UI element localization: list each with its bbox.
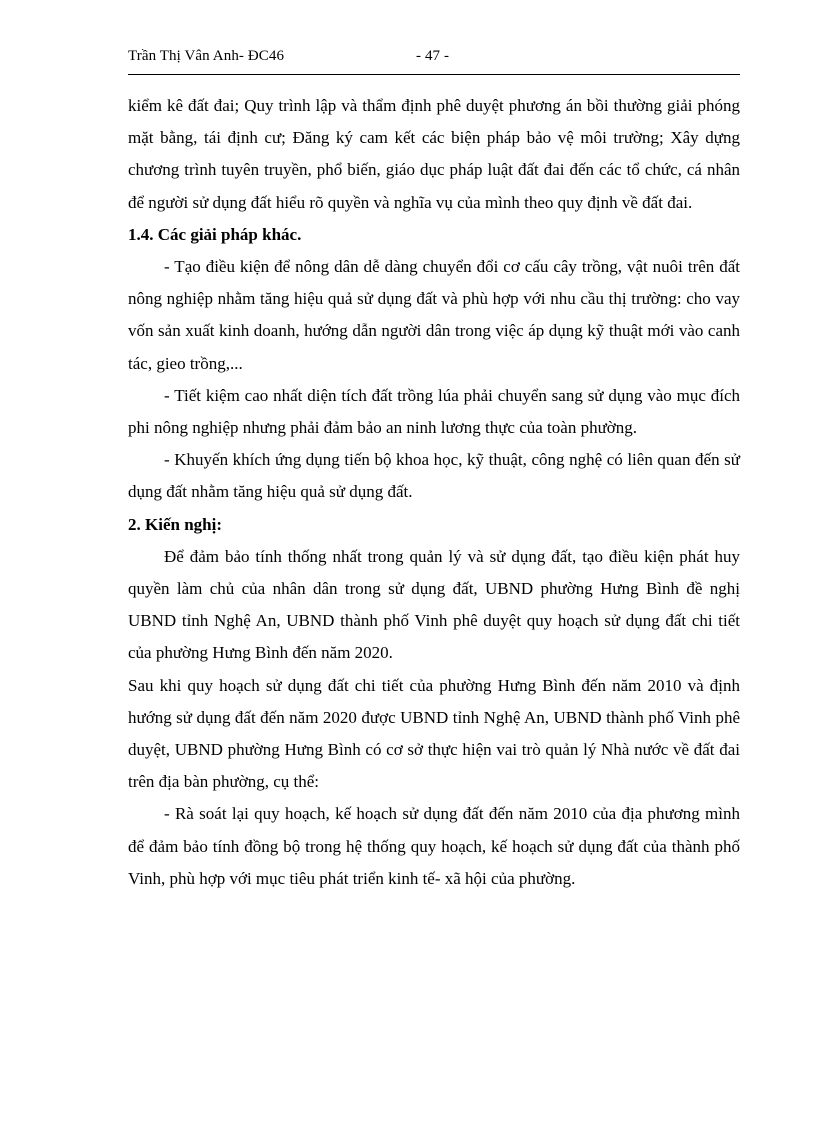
paragraph-recommendation: Để đảm bảo tính thống nhất trong quản lý và sử dụng đất, tạo điều kiện phát huy quyền làm chủ của nhân dân trong sử dụng đất, UBND phường Hưng Bình đề nghị UBND tỉnh Nghệ An, UBND thành phố Vinh phê duyệt quy hoạch sử dụng đất chi tiết của phường Hưng Bình đến năm 2020.	[128, 546, 740, 663]
document-body	[128, 90, 740, 895]
header-author: Trần Thị Vân Anh- ĐC46	[128, 48, 285, 64]
paragraph-bullet-rice-land: - Tiết kiệm cao nhất diện tích đất trồng lúa phải chuyển sang sử dụng vào mục đích phi nông nghiệp nhưng phải đảm bảo an ninh lương thực của toàn phường.	[128, 385, 740, 438]
paragraph-bullet-technology: - Khuyến khích ứng dụng tiến bộ khoa học, kỹ thuật, công nghệ có liên quan đến sử dụng đất nhằm tăng hiệu quả sử dụng đất.	[128, 450, 740, 502]
section-heading-1-4: 1.4. Các giải pháp khác.	[128, 224, 302, 244]
paragraph-bullet-farmers: - Tạo điều kiện để nông dân dễ dàng chuyển đổi cơ cấu cây trồng, vật nuôi trên đất nông nghiệp nhằm tăng hiệu quả sử dụng đất và phù hợp với nhu cầu thị trường: cho vay vốn sản xuất kinh doanh, hướng dẫn người dân trong việc áp dụng kỹ thuật mới vào canh tác, gieo trồng,...	[128, 257, 740, 373]
document-page	[110, 0, 770, 1123]
header-rule	[128, 74, 740, 75]
paragraph-after-approval: Sau khi quy hoạch sử dụng đất chi tiết của phường Hưng Bình đến năm 2010 và định hướng sử dụng đất đến năm 2020 được UBND tỉnh Nghệ An, UBND thành phố Vinh phê duyệt, UBND phường Hưng Bình có cơ sở thực hiện vai trò quản lý Nhà nước về đất đai trên địa bàn phường, cụ thể:	[128, 675, 740, 792]
section-heading-2: 2. Kiến nghị:	[128, 514, 222, 534]
page-header	[128, 48, 768, 70]
paragraph-bullet-review: - Rà soát lại quy hoạch, kế hoạch sử dụng đất đến năm 2010 của địa phương mình để đảm bảo tính đồng bộ trong hệ thống quy hoạch, kế hoạch sử dụng đất của thành phố Vinh, phù hợp với mục tiêu phát triển kinh tế- xã hội của phường.	[128, 804, 740, 888]
paragraph-continued: kiểm kê đất đai; Quy trình lập và thẩm định phê duyệt phương án bồi thường giải phóng mặt bằng, tái định cư; Đăng ký cam kết các biện pháp bảo vệ môi trường; Xây dựng chương trình tuyên truyền, phổ biến, giáo dục pháp luật đất đai đến các tổ chức, cá nhân để người sử dụng đất hiểu rõ quyền và nghĩa vụ của mình theo quy định về đất đai.	[128, 96, 740, 212]
header-page-number: - 47 -	[416, 48, 450, 64]
